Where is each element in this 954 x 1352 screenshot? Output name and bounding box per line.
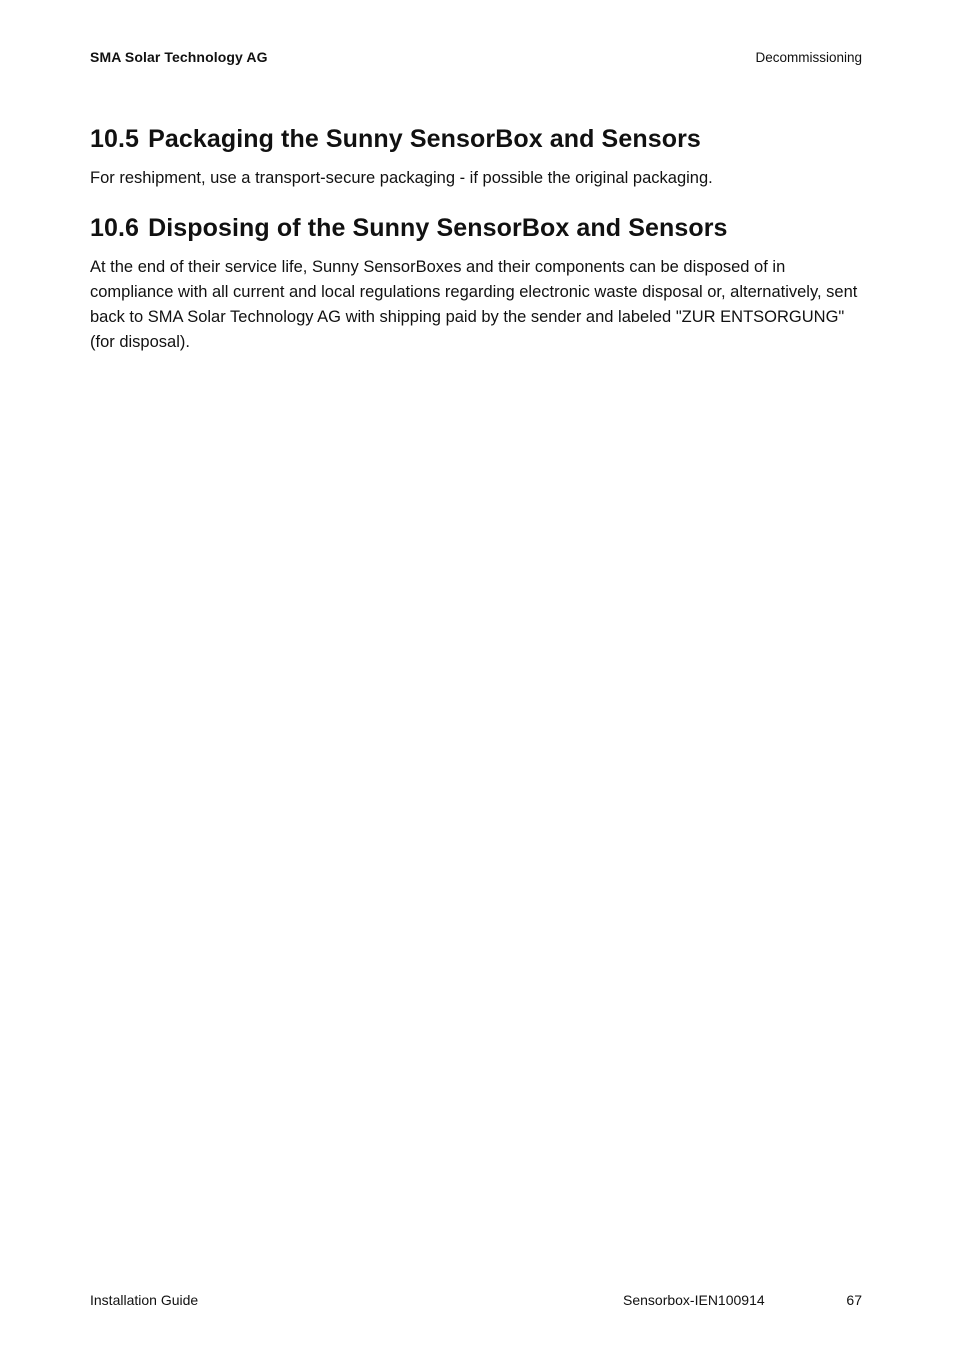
section-title-packaging bbox=[90, 122, 865, 156]
header-company: SMA Solar Technology AG bbox=[90, 49, 268, 65]
section-body-packaging: For reshipment, use a transport-secure packaging - if possible the original packaging. bbox=[90, 169, 713, 187]
section-number: 10.5 bbox=[90, 125, 140, 153]
footer-doc-id: Sensorbox-IEN100914 bbox=[623, 1292, 765, 1308]
section-number: 10.6 bbox=[90, 214, 140, 242]
header-chapter: Decommissioning bbox=[755, 50, 862, 65]
section-title-disposing bbox=[90, 211, 865, 245]
footer-doc-type: Installation Guide bbox=[90, 1292, 199, 1308]
page-number: 67 bbox=[846, 1292, 862, 1308]
section-body-disposing: At the end of their service life, Sunny SensorBoxes and their components can be disposed of in compliance with all current and local regulations regarding electronic waste disposal or, alternatively, sent back to SMA Solar Technology AG with shipping paid by the sender and labeled "ZUR ENTSORGUNG" (for disposal). bbox=[90, 258, 858, 351]
section-title-text: Disposing of the Sunny SensorBox and Sensors bbox=[148, 214, 728, 242]
section-title-text: Packaging the Sunny SensorBox and Sensors bbox=[148, 125, 701, 153]
page-content bbox=[90, 122, 865, 355]
